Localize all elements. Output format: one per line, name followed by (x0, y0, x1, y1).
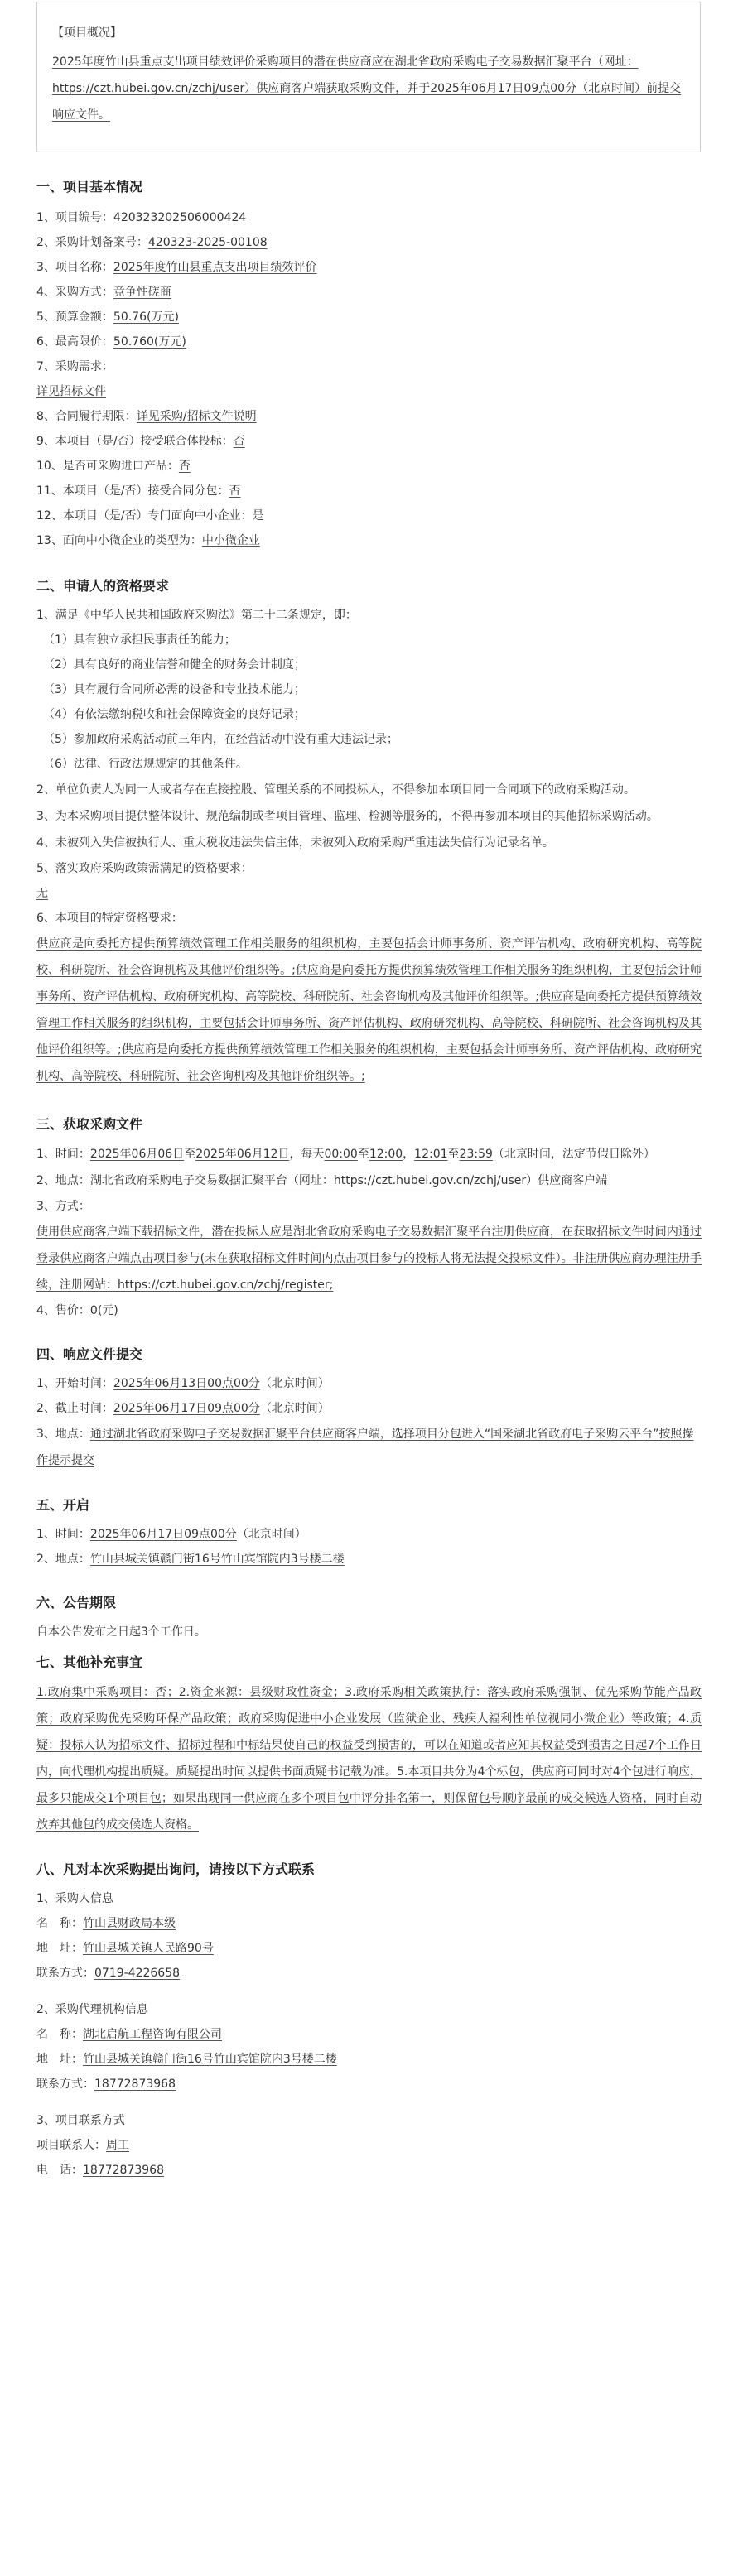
info-row: 2、采购计划备案号：420323-2025-00108 (36, 236, 268, 249)
project-number: 420323202506000424 (113, 211, 247, 224)
sme-type: 中小微企业 (201, 534, 260, 547)
section-notice-period (36, 1593, 702, 1644)
opening-place: 2、地点：竹山县城关镇赣门街16号竹山宾馆院内3号楼二楼 (36, 1553, 345, 1566)
section-title: 五、开启 (36, 1497, 90, 1513)
buyer-phone: 联系方式：0719-4226658 (36, 1967, 181, 1980)
opening-time: 1、时间：2025年06月17日09点00分（北京时间） (36, 1528, 306, 1541)
overview-body (52, 49, 682, 128)
section-title: 三、获取采购文件 (36, 1116, 143, 1132)
info-row: 1、项目编号：420323202506000424 (36, 211, 247, 224)
agent-heading: 2、采购代理机构信息 (36, 2003, 148, 2016)
section-title: 四、响应文件提交 (36, 1346, 143, 1362)
section-contacts (36, 1860, 702, 2183)
condition-item: （5）参加政府采购活动前三年内，在经营活动中没有重大违法记录； (43, 733, 398, 746)
section-other-matters (36, 1653, 702, 1838)
notice-period-text: 自本公告发布之日起3个工作日。 (36, 1625, 206, 1639)
document-price: 4、售价：0(元) (36, 1304, 118, 1317)
plan-record-number: 420323-2025-00108 (147, 236, 268, 249)
section-title: 一、项目基本情况 (36, 179, 143, 195)
buyer-address: 地 址：竹山县城关镇人民路90号 (36, 1942, 214, 1955)
project-overview-box (36, 2, 701, 152)
info-row: 13、面向中小微企业的类型为：中小微企业 (36, 534, 260, 547)
qualification-intro: 1、满足《中华人民共和国政府采购法》第二十二条规定，即： (36, 609, 357, 622)
overview-heading: 【项目概况】 (52, 26, 122, 40)
submission-place: 3、地点：通过湖北省政府采购电子交易数据汇聚平台供应商客户端，选择项目分包进入“国采湖北省政府电子采购云平台”按照操作提示提交 (36, 1428, 694, 1467)
import-allowed: 否 (178, 460, 191, 473)
contact-person: 项目联系人：周工 (36, 2139, 129, 2152)
budget-amount: 50.76(万元) (113, 311, 179, 324)
contract-period: 详见采购/招标文件说明 (136, 410, 257, 423)
platform-link[interactable]: 湖北省政府采购电子交易数据汇聚平台（网址：https://czt.hubei.gov.cn/zchj/user）供应商客户端 (89, 1174, 608, 1187)
condition-item: （2）具有良好的商业信誉和健全的财务会计制度； (43, 658, 306, 672)
info-row: 6、最高限价：50.760(万元) (36, 335, 186, 349)
consortium-allowed: 否 (233, 435, 245, 448)
project-name: 2025年度竹山县重点支出项目绩效评价 (113, 261, 317, 274)
section-title: 七、其他补充事宜 (36, 1654, 143, 1670)
submission-start: 1、开始时间：2025年06月13日00点00分（北京时间） (36, 1377, 330, 1390)
sme-only: 是 (252, 509, 264, 522)
section-qualifications (36, 576, 702, 1090)
specific-requirement: 供应商是向委托方提供预算绩效管理工作相关服务的组织机构，主要包括会计师事务所、资产评估机构、政府研究机构、高等院校、科研院所、社会咨询机构及其他评价组织等。;供应商是向委托方提供预算绩效管理工作相关服务的组织机构，主要包括会计师事务所、资产评估机构、政府研究机构、高等院校、科研院所、社会咨询机构及其他评价组织等。;供应商是向委托方提供预算绩效管理工作相关服务的组织机构，主要包括会计师事务所、资产评估机构、政府研究机构、高等院校、科研院所、社会咨询机构及其他评价组织等。;供应商是向委托方提供预算绩效管理工作相关服务的组织机构，主要包括会计师事务所、资产评估机构、政府研究机构、高等院校、科研院所、社会咨询机构及其他评价组织等。; (36, 937, 702, 1083)
agent-phone: 联系方式：18772873968 (36, 2078, 176, 2091)
section-basic-info (36, 177, 702, 553)
section-title: 八、凡对本次采购提出询问，请按以下方式联系 (36, 1861, 316, 1877)
obtain-time: 1、时间：2025年06月06日至2025年06月12日，每天00:00至12:00，12:01至23:59（北京时间，法定节假日除外） (36, 1148, 655, 1161)
submission-deadline: 2、截止时间：2025年06月17日09点00分（北京时间） (36, 1402, 330, 1415)
info-row: 4、采购方式：竞争性磋商 (36, 286, 171, 299)
overview-text: 2025年度竹山县重点支出项目绩效评价采购项目的潜在供应商应在湖北省政府采购电子交易数据汇聚平台（网址：https://czt.hubei.gov.cn/zchj/user）供应商客户端获取采购文件，并于2025年06月17日09点00分（北京时间）前提交响应文件。 (52, 55, 682, 122)
info-row: 3、项目名称：2025年度竹山县重点支出项目绩效评价 (36, 261, 317, 274)
procurement-method: 竞争性磋商 (113, 286, 171, 299)
obtain-method-label: 3、方式： (36, 1200, 90, 1213)
other-matters-text: 1.政府集中采购项目：否；2.资金来源：县级财政性资金；3.政府采购相关政策执行：落实政府采购强制、优先采购节能产品政策；政府采购优先采购环保产品政策；政府采购促进中小企业发展（监狱企业、残疾人福利性单位视同小微企业）等政策；4.质疑：投标人认为招标文件、招标过程和中标结果使自己的权益受到损害的，可以在知道或者应知其权益受到损害之日起7个工作日内，向代理机构提出质疑。质疑提出时间以提供书面质疑书记载为准。5.本项目共分为4个标包，供应商可同时对4个包进行响应，最多只能成交1个项目包；如果出现同一供应商在多个项目包中评分排名第一，则保留包号顺序最前的成交候选人资格，同时自动放弃其他包的成交候选人资格。 (36, 1686, 702, 1832)
obtain-place: 2、地点：湖北省政府采购电子交易数据汇聚平台（网址：https://czt.hubei.gov.cn/zchj/user）供应商客户端 (36, 1174, 608, 1187)
section-submission (36, 1345, 702, 1474)
info-row: 11、本项目（是/否）接受合同分包：否 (36, 484, 241, 498)
section-title: 二、申请人的资格要求 (36, 578, 170, 594)
policy-requirement-value: 无 (36, 887, 48, 900)
buyer-name: 名 称：竹山县财政局本级 (36, 1917, 176, 1930)
info-row: 9、本项目（是/否）接受联合体投标：否 (36, 435, 245, 448)
buyer-heading: 1、采购人信息 (36, 1892, 113, 1905)
qualification-paragraph: 4、未被列入失信被执行人、重大税收违法失信主体，未被列入政府采购严重违法失信行为记录名单。 (36, 836, 554, 850)
info-row: 8、合同履行期限：详见采购/招标文件说明 (36, 410, 257, 423)
condition-item: （3）具有履行合同所必需的设备和专业技术能力； (43, 683, 306, 696)
contact-phone: 电 话：18772873968 (36, 2164, 164, 2177)
announcement-page (0, 2, 738, 2183)
section-title: 六、公告期限 (36, 1595, 117, 1611)
info-row: 12、本项目（是/否）专门面向中小企业：是 (36, 509, 264, 522)
contact-heading: 3、项目联系方式 (36, 2114, 125, 2127)
section-opening (36, 1495, 702, 1572)
info-row: 7、采购需求： (36, 360, 113, 373)
max-price: 50.760(万元) (113, 335, 186, 349)
condition-item: （6）法律、行政法规规定的其他条件。 (43, 758, 248, 771)
info-row: 5、预算金额：50.76(万元) (36, 311, 179, 324)
obtain-method: 使用供应商客户端下载招标文件，潜在投标人应是湖北省政府采购电子交易数据汇聚平台注册供应商，在获取招标文件时间内通过登录供应商客户端点击项目参与(未在获取招标文件时间内点击项目参与的投标人将无法提交投标文件）。非注册供应商办理注册手续，注册网站：https://czt.hubei.gov.cn/zchj/register; (36, 1225, 702, 1292)
requirement-link: 详见招标文件 (36, 385, 106, 398)
condition-item: （4）有依法缴纳税收和社会保障资金的良好记录； (43, 708, 306, 721)
qualification-paragraph: 5、落实政府采购政策需满足的资格要求： (36, 862, 253, 875)
info-row (36, 379, 702, 404)
subcontract-allowed: 否 (229, 484, 241, 498)
section-obtain-documents (36, 1115, 702, 1323)
basic-info-list (36, 205, 702, 553)
condition-item: （1）具有独立承担民事责任的能力； (43, 633, 236, 647)
qualification-paragraph: 6、本项目的特定资格要求： (36, 912, 183, 925)
agent-name: 名 称：湖北启航工程咨询有限公司 (36, 2028, 222, 2041)
qualification-paragraph: 3、为本采购项目提供整体设计、规范编制或者项目管理、监理、检测等服务的，不得再参加本项目的其他招标采购活动。 (36, 810, 658, 823)
qualification-paragraph: 2、单位负责人为同一人或者存在直接控股、管理关系的不同投标人，不得参加本项目同一合同项下的政府采购活动。 (36, 783, 635, 797)
agent-address: 地 址：竹山县城关镇赣门街16号竹山宾馆院内3号楼二楼 (36, 2053, 337, 2066)
info-row: 10、是否可采购进口产品：否 (36, 460, 191, 473)
